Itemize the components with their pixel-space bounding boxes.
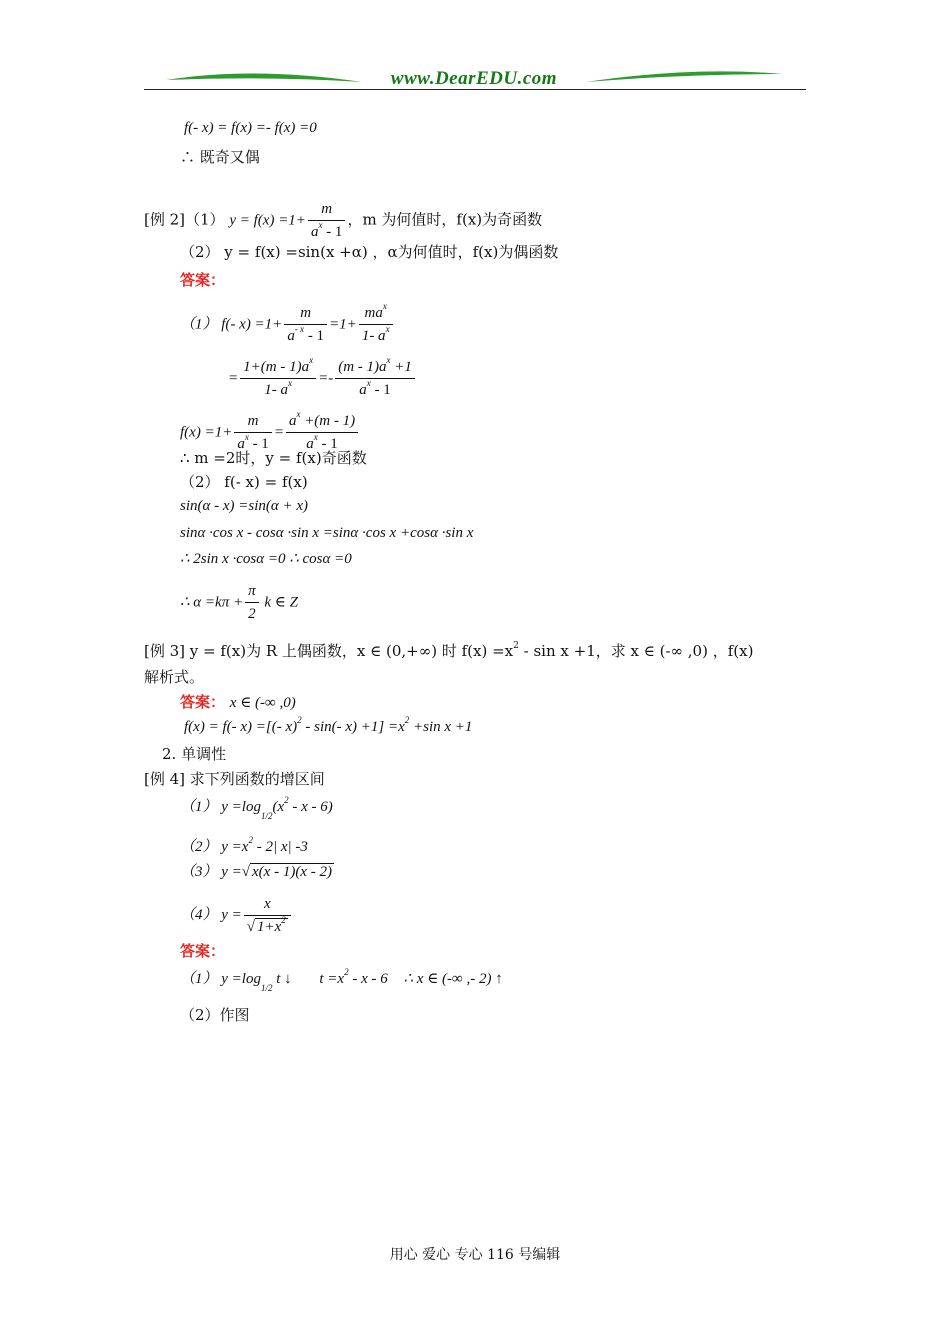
step3-lhs: f(x) =1+ bbox=[180, 424, 233, 441]
fraction-num: π bbox=[245, 580, 259, 603]
den-radicand: 1+x bbox=[257, 919, 282, 935]
den-sup: x bbox=[313, 432, 318, 442]
fraction-den bbox=[240, 379, 316, 401]
fraction-den: √ $1+x^2$ bbox=[246, 915, 286, 935]
fraction-num: x bbox=[244, 893, 291, 916]
ex3-a2b: - sin(- x) +1] =x bbox=[301, 719, 405, 735]
den-sup: - x bbox=[294, 324, 305, 334]
ex4-answer-1 bbox=[180, 967, 503, 993]
i2-sup: 2 bbox=[248, 835, 253, 845]
example-3-q2: 解析式。 bbox=[144, 668, 205, 686]
ex2-answer-step8: ∴ 2sin x ·cosα =0 ∴ cosα =0 bbox=[180, 551, 352, 567]
den-base: 1- a bbox=[264, 382, 288, 398]
fraction-num bbox=[240, 356, 316, 379]
a1c: t =x bbox=[319, 971, 345, 987]
den-base: a bbox=[310, 224, 319, 240]
den-tail: - 1 bbox=[317, 436, 338, 452]
ex3-q1a: [例 3] y = f(x)为 R 上偶函数，x ∈ (0,+∞) 时 f(x) =x bbox=[144, 642, 514, 660]
ex4-item-2 bbox=[180, 837, 308, 857]
answer-label: 答案： bbox=[180, 693, 226, 711]
num-base: a bbox=[288, 413, 297, 429]
a1b: t ↓ bbox=[272, 971, 292, 987]
ex2-answer-step7: sinα ·cos x - cosα ·sin x =sinα ·cos x +cosα ·sin x bbox=[180, 525, 474, 541]
den-sup: 2 bbox=[281, 915, 286, 925]
ex3-answer-line2 bbox=[184, 717, 472, 737]
step2-eq2: =- bbox=[318, 370, 334, 387]
line-conclusion: ∴ 既奇又偶 bbox=[180, 148, 260, 166]
ex4-answer-2: （2）作图 bbox=[180, 1006, 250, 1024]
fraction-den bbox=[335, 379, 415, 401]
ex2-answer-step6: sin(α - x) =sin(α + x) bbox=[180, 498, 309, 514]
a1-sub: 1/2 bbox=[260, 983, 273, 993]
fraction-den bbox=[284, 325, 327, 347]
num-sup: x bbox=[382, 301, 387, 311]
step1-prefix: （1） f(- x) =1+ bbox=[180, 316, 283, 333]
page-header bbox=[144, 60, 806, 94]
fraction bbox=[245, 580, 259, 625]
fraction-num bbox=[286, 410, 358, 433]
ex3-sup: 2 bbox=[513, 641, 519, 651]
fraction-den bbox=[359, 325, 393, 347]
i1-sub: 1/2 bbox=[260, 811, 273, 821]
den-base: a bbox=[237, 436, 245, 452]
a1e: ∴ x ∈ (-∞ ,- 2) ↑ bbox=[403, 971, 503, 987]
answer-label: 答案： bbox=[180, 271, 226, 289]
fraction-den bbox=[308, 221, 346, 243]
i1a: （1） y =log bbox=[180, 799, 261, 815]
i3a: （3） y = bbox=[180, 864, 242, 880]
step1-eq: =1+ bbox=[329, 316, 357, 333]
step9-prefix: ∴ α =kπ + bbox=[180, 594, 244, 611]
ex2-answer-step2 bbox=[228, 356, 417, 401]
den-base: 1- a bbox=[361, 328, 386, 344]
ex2-answer-step9 bbox=[180, 580, 298, 625]
num-base: ma bbox=[364, 305, 383, 321]
i4a: （4） y = bbox=[180, 906, 242, 923]
fraction bbox=[308, 198, 346, 243]
fraction bbox=[335, 356, 415, 401]
ex2-q1-lhs: y = f(x) =1+ bbox=[229, 212, 306, 229]
ex3-q1b: - sin x +1，求 x ∈ (-∞ ,0) ，f(x) bbox=[518, 642, 754, 660]
fraction-num bbox=[335, 356, 415, 379]
den-tail: - 1 bbox=[304, 328, 325, 344]
ex3-sup1: 2 bbox=[297, 715, 302, 725]
a1a: （1） y =log bbox=[180, 971, 261, 987]
num-tail: +(m - 1) bbox=[300, 413, 356, 429]
num-base: (m - 1)a bbox=[338, 359, 387, 375]
fraction-num bbox=[359, 302, 393, 325]
fraction-den: 2 bbox=[248, 606, 256, 622]
example-4-q: [例 4] 求下列函数的增区间 bbox=[144, 770, 325, 788]
ex2-label: [例 2]（1） bbox=[144, 210, 225, 229]
den-tail: - 1 bbox=[322, 224, 343, 240]
den-base: a bbox=[287, 328, 295, 344]
den-base: a bbox=[306, 436, 314, 452]
ex3-a2c: +sin x +1 bbox=[409, 719, 473, 735]
ex3-sup2: 2 bbox=[404, 715, 410, 725]
den-sup: x bbox=[366, 378, 371, 388]
ex4-item-3: （3） y =√ x(x - 1)(x - 2) bbox=[180, 864, 332, 880]
den-sup: x bbox=[287, 378, 292, 388]
ex2-answer-step5: （2） f(- x) = f(x) bbox=[180, 473, 308, 491]
header-rule bbox=[144, 89, 806, 90]
num-sup: x bbox=[386, 355, 391, 365]
den-sup: x bbox=[318, 220, 323, 230]
step3-eq: = bbox=[273, 424, 284, 441]
header-swoosh-left-icon bbox=[164, 66, 364, 90]
ex2-q1-text: ，m 为何值时，f(x)为奇函数 bbox=[347, 210, 543, 229]
num-sup: x bbox=[296, 409, 301, 419]
fraction-num: m bbox=[308, 198, 346, 221]
i3-radicand: x(x - 1)(x - 2) bbox=[252, 864, 332, 880]
num-base: 1+(m - 1)a bbox=[243, 359, 310, 375]
ex3-a2a: f(x) = f(- x) =[(- x) bbox=[184, 719, 298, 735]
ex2-answer-step1 bbox=[180, 302, 395, 347]
line-odd-even-eq: f(- x) = f(x) =- f(x) =0 bbox=[184, 120, 317, 136]
num-tail: +1 bbox=[390, 359, 412, 375]
den-sup: x bbox=[385, 324, 390, 334]
a1-sup: 2 bbox=[344, 967, 349, 977]
den-tail: - 1 bbox=[248, 436, 269, 452]
step2-eq1: = bbox=[228, 370, 239, 387]
ex2-answer-step4: ∴ m =2时，y = f(x)奇函数 bbox=[180, 449, 367, 467]
site-url: www.DearEDU.com bbox=[390, 68, 558, 89]
i1c: - x - 6) bbox=[288, 799, 333, 815]
i2b: - 2| x| -3 bbox=[252, 839, 308, 855]
i1-sup: 2 bbox=[284, 795, 289, 805]
example-2-q1 bbox=[144, 198, 542, 243]
i2a: （2） y =x bbox=[180, 839, 249, 855]
den-tail: - 1 bbox=[370, 382, 391, 398]
example-2-q2: （2） y = f(x) =sin(x +α) ，α为何值时，f(x)为偶函数 bbox=[180, 243, 559, 261]
fraction-num: m bbox=[284, 302, 327, 325]
section-2-title: 2. 单调性 bbox=[162, 745, 227, 763]
num-sup: x bbox=[309, 355, 314, 365]
example-3-q1 bbox=[144, 641, 753, 661]
page-footer: 用心 爱心 专心 116 号编辑 bbox=[389, 1247, 561, 1263]
fraction-num: m bbox=[234, 410, 272, 433]
ex4-item-4 bbox=[180, 893, 293, 938]
fraction bbox=[359, 302, 393, 347]
den-sup: x bbox=[244, 432, 249, 442]
ex3-a1: x ∈ (-∞ ,0) bbox=[229, 695, 296, 711]
ex3-answer-line1 bbox=[180, 692, 296, 713]
header-swoosh-right-icon bbox=[584, 66, 784, 90]
answer-label: 答案： bbox=[180, 942, 226, 960]
den-base: a bbox=[359, 382, 367, 398]
ex4-item-1 bbox=[180, 795, 333, 821]
fraction bbox=[244, 893, 291, 938]
fraction bbox=[240, 356, 316, 401]
fraction bbox=[284, 302, 327, 347]
i1b: (x bbox=[272, 799, 285, 815]
a1d: - x - 6 bbox=[348, 971, 388, 987]
step9-tail: k ∈ Z bbox=[260, 594, 298, 611]
